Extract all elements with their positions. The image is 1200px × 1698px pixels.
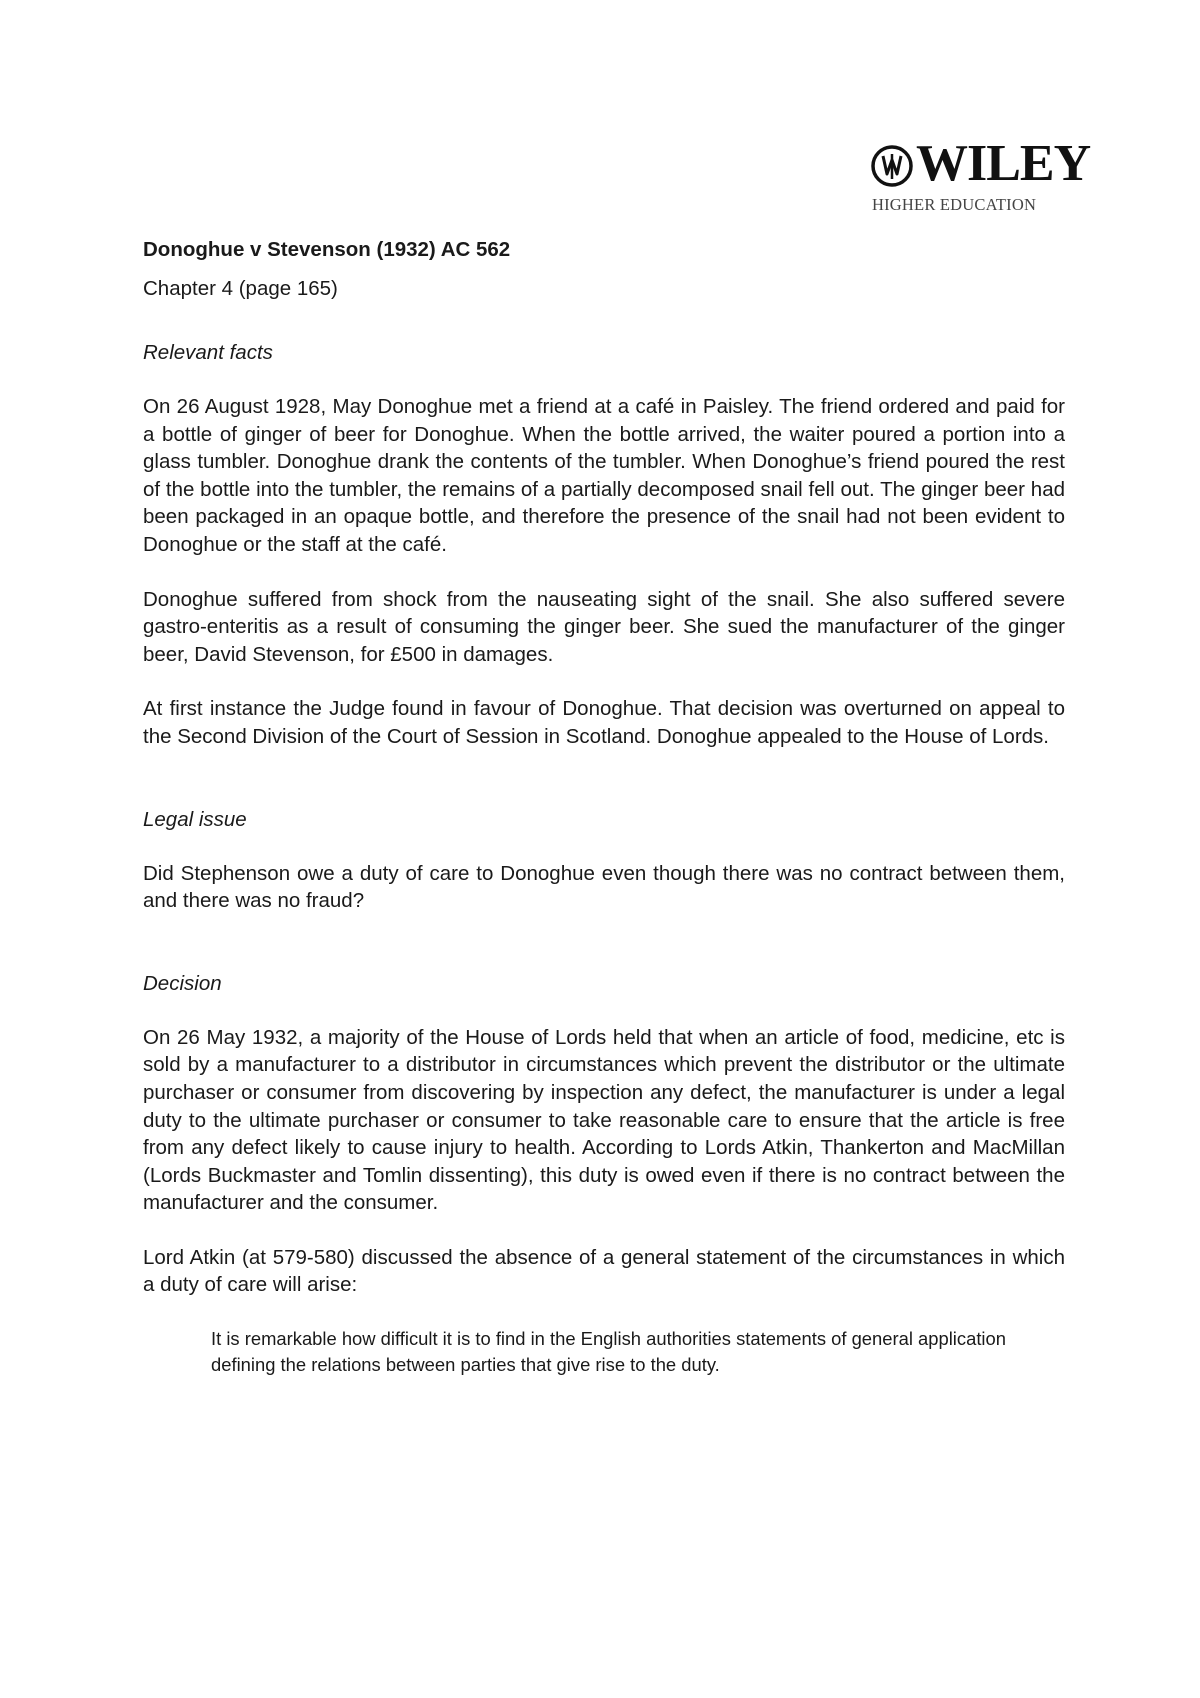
facts-paragraph: At first instance the Judge found in favour of Donoghue. That decision was overturned on appeal to the Second Division of the Court of Session in Scotland. Donoghue appealed to the House of Lords.: [143, 697, 1065, 748]
block-quote: It is remarkable how difficult it is to find in the English authorities statements of general application defining the relations between parties that give rise to the duty.: [211, 1328, 1006, 1376]
section-heading-legal-issue: Legal issue: [143, 807, 247, 831]
section-heading-relevant-facts: Relevant facts: [143, 341, 273, 364]
section-heading-decision: Decision: [143, 971, 222, 995]
case-title: Donoghue v Stevenson (1932) AC 562: [143, 238, 511, 261]
wiley-wordmark: WILEY: [916, 135, 1091, 192]
higher-education-label: HIGHER EDUCATION: [872, 195, 1037, 214]
facts-paragraph: On 26 August 1928, May Donoghue met a friend at a café in Paisley. The friend ordered and paid for a bottle of ginger of beer for Donoghue. When the bottle arrived, the waiter poured a portion into a glass tumbler. Donoghue drank the contents of the tumbler. When Donoghue’s friend poured the rest of the bottle into the tumbler, the remains of a partially decomposed snail fell out. The ginger beer had been packaged in an opaque bottle, and therefore the presence of the snail had not been evident to Donoghue or the staff at the café.: [143, 395, 1065, 556]
document-body: [143, 234, 1065, 1378]
decision-paragraph: On 26 May 1932, a majority of the House of Lords held that when an article of food, medicine, etc is sold by a manufacturer to a distributor in circumstances which prevent the distributor or the ultimate purchaser or consumer from discovering by inspection any defect, the manufacturer is under a legal duty to the ultimate purchaser or consumer to take reasonable care to ensure that the article is free from any defect likely to cause injury to health. According to Lords Atkin, Thankerton and MacMillan (Lords Buckmaster and Tomlin dissenting), this duty is owed even if there is no contract between the manufacturer and the consumer.: [143, 1025, 1065, 1215]
decision-paragraph: Lord Atkin (at 579-580) discussed the absence of a general statement of the circumstances in which a duty of care will arise:: [143, 1245, 1065, 1297]
wiley-seal-icon: [870, 144, 914, 188]
facts-paragraph: Donoghue suffered from shock from the nauseating sight of the snail. She also suffered severe gastro-enteritis as a result of consuming the ginger beer. She sued the manufacturer of the ginger beer, David Stevenson, for £500 in damages.: [143, 587, 1065, 666]
wiley-logo: [870, 135, 1091, 216]
issue-paragraph: Did Stephenson owe a duty of care to Donoghue even though there was no contract between them, and there was no fraud?: [143, 861, 1065, 913]
chapter-reference: Chapter 4 (page 165): [143, 277, 338, 300]
